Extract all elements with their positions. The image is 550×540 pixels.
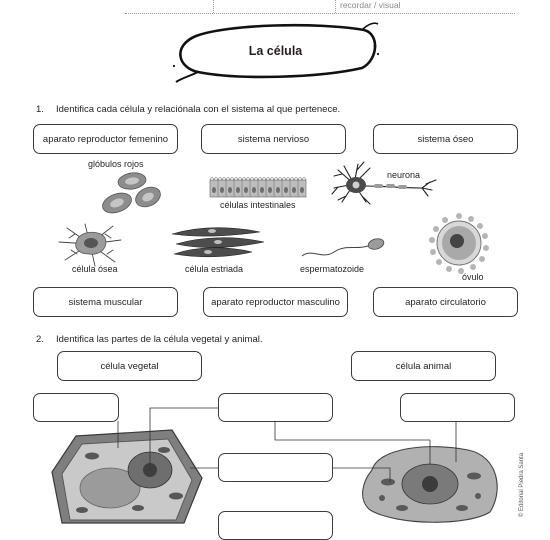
system-box-muscular[interactable]: sistema muscular [33, 287, 178, 317]
page-title: La célula [248, 44, 303, 58]
question-2-number: 2. [36, 334, 44, 345]
plant-cell-title-box: célula vegetal [57, 351, 202, 381]
animal-cell-title-box: célula animal [351, 351, 496, 381]
credit-container [517, 452, 527, 522]
question-2-text: Identifica las partes de la célula vegetal y animal. [56, 334, 263, 345]
publisher-credit: © Editorial Piedra Santa [519, 452, 525, 518]
question-1-number: 1. [36, 104, 44, 115]
label-ovum: óvulo [462, 272, 484, 282]
question-1-text: Identifica cada célula y relaciónala con el sistema al que pertenece. [56, 104, 341, 115]
system-box-circulatory[interactable]: aparato circulatorio [373, 287, 518, 317]
system-box-female-reproductive[interactable]: aparato reproductor femenino [33, 124, 178, 154]
label-sperm: espermatozoide [300, 264, 365, 274]
label-neuron: neurona [387, 170, 421, 180]
system-box-skeletal[interactable]: sistema óseo [373, 124, 518, 154]
header-note: recordar / visual [340, 0, 401, 10]
system-box-nervous[interactable]: sistema nervioso [201, 124, 346, 154]
label-intestinal-cells: células intestinales [220, 200, 296, 210]
system-box-male-reproductive[interactable]: aparato reproductor masculino [203, 287, 348, 317]
label-striated-cell: célula estriada [185, 264, 244, 274]
label-bone-cell: célula ósea [72, 264, 118, 274]
label-red-blood-cells: glóbulos rojos [88, 159, 144, 169]
